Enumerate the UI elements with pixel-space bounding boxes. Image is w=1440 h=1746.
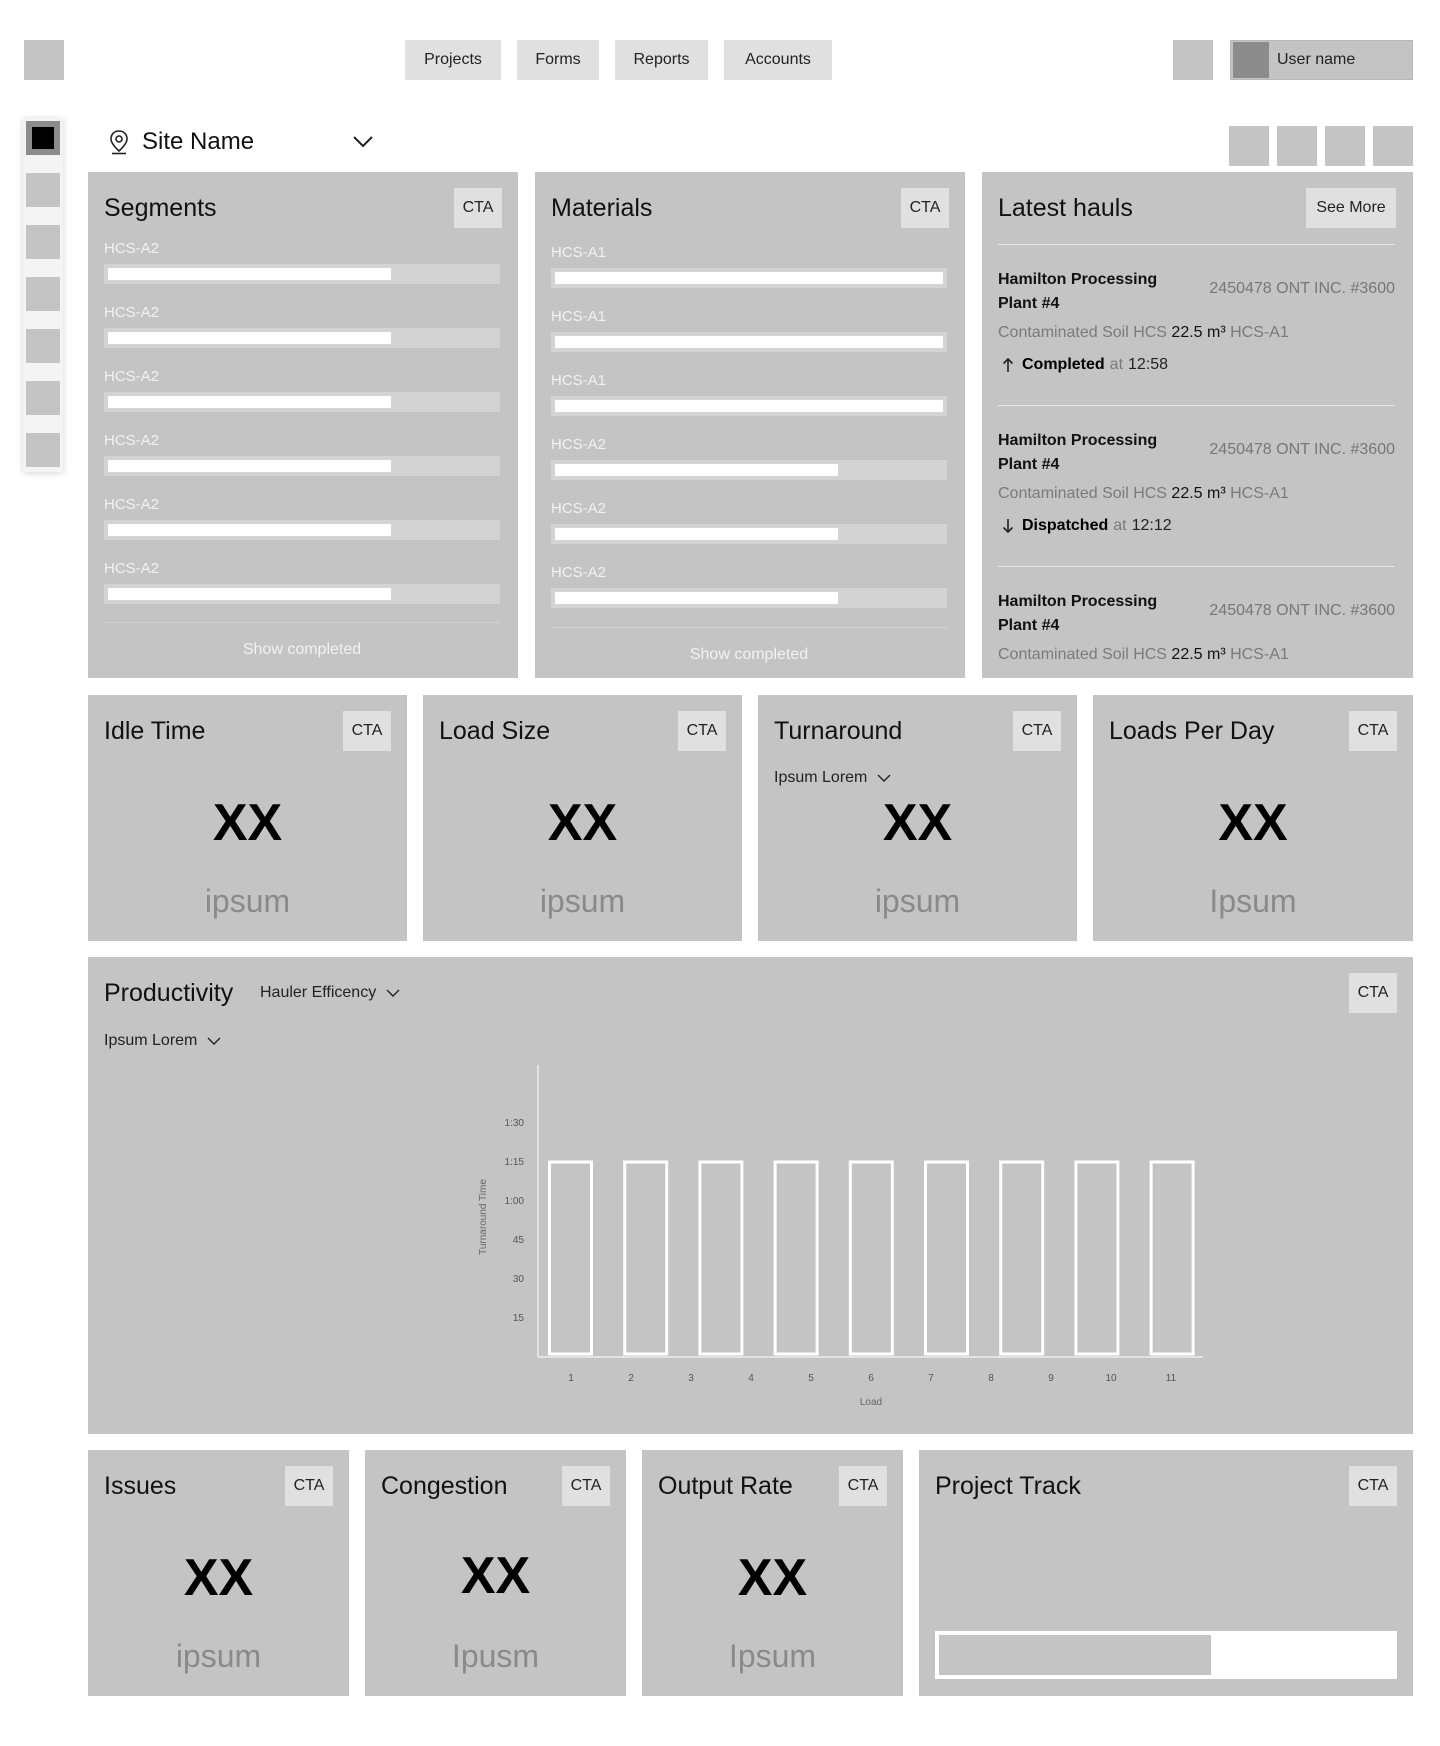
issues-label: ipsum xyxy=(175,1638,262,1674)
nav-forms[interactable]: Forms xyxy=(517,40,599,80)
congestion-cta-button[interactable]: CTA xyxy=(562,1466,610,1506)
loads-per-day-card xyxy=(1093,695,1413,941)
haul-code: HCS-A1 xyxy=(1230,646,1289,663)
toolbar-button-3[interactable] xyxy=(1325,126,1365,166)
x-tick-label: 5 xyxy=(808,1373,814,1384)
haul-volume: 22.5 m³ xyxy=(1171,646,1226,663)
chart-bar xyxy=(926,1162,968,1354)
congestion-label: Ipusm xyxy=(451,1638,540,1674)
haul-volume: 22.5 m³ xyxy=(1171,324,1226,341)
nav-projects[interactable]: Projects xyxy=(405,40,501,80)
haul-detail xyxy=(998,646,1289,664)
issues-value: XX xyxy=(183,1549,254,1607)
productivity-card xyxy=(88,957,1413,1434)
load-size-value: XX xyxy=(547,794,618,852)
x-tick-label: 9 xyxy=(1048,1373,1054,1384)
y-tick-label: 45 xyxy=(512,1235,524,1246)
turnaround-dropdown[interactable] xyxy=(774,769,891,787)
segment-item-label: HCS-A2 xyxy=(104,240,160,257)
output-rate-title: Output Rate xyxy=(658,1472,793,1500)
material-item-label: HCS-A2 xyxy=(551,500,607,517)
site-selector[interactable] xyxy=(108,128,374,156)
x-tick-label: 8 xyxy=(988,1373,994,1384)
haul-status xyxy=(1002,517,1172,535)
chart-bar xyxy=(1001,1162,1043,1354)
material-progress-bar xyxy=(551,460,947,480)
arrow-up-icon xyxy=(1002,357,1014,373)
haul-account: 2450478 ONT INC. #3600 xyxy=(1209,441,1395,458)
material-progress-bar xyxy=(551,588,947,608)
material-progress-fill xyxy=(555,592,838,604)
sidebar-item-7[interactable] xyxy=(26,433,60,467)
loads-per-day-cta-button[interactable]: CTA xyxy=(1349,711,1397,751)
divider xyxy=(998,566,1395,567)
haul-at-label: at xyxy=(1109,356,1124,373)
issues-card xyxy=(88,1450,349,1696)
chart-bar xyxy=(775,1162,817,1354)
idle-time-card xyxy=(88,695,407,941)
haul-status xyxy=(1002,356,1168,374)
output-rate-card xyxy=(642,1450,903,1696)
material-progress-bar xyxy=(551,396,947,416)
haul-plant: Hamilton Processing Plant #4 xyxy=(998,593,1158,634)
y-tick-label: 1:15 xyxy=(504,1157,524,1168)
haul-status-text: Dispatched xyxy=(1022,517,1109,534)
congestion-value: XX xyxy=(460,1547,531,1605)
haul-item[interactable] xyxy=(998,268,1395,378)
chart-bar xyxy=(700,1162,742,1354)
see-more-button[interactable]: See More xyxy=(1306,188,1396,228)
material-progress-fill xyxy=(555,336,943,348)
x-tick-label: 6 xyxy=(868,1373,874,1384)
output-rate-value: XX xyxy=(737,1549,808,1607)
segments-show-completed-link[interactable]: Show completed xyxy=(104,622,500,659)
nav-accounts[interactable]: Accounts xyxy=(724,40,832,80)
material-progress-fill xyxy=(555,400,943,412)
latest-hauls-title: Latest hauls xyxy=(998,194,1133,222)
load-size-cta-button[interactable]: CTA xyxy=(678,711,726,751)
chart-bar xyxy=(1076,1162,1118,1354)
turnaround-label: ipsum xyxy=(874,883,961,919)
segment-progress-fill xyxy=(108,460,391,472)
haul-account: 2450478 ONT INC. #3600 xyxy=(1209,280,1395,297)
chevron-down-icon xyxy=(352,135,374,149)
segment-progress-fill xyxy=(108,396,391,408)
y-tick-label: 15 xyxy=(512,1313,524,1324)
y-tick-label: 30 xyxy=(512,1274,524,1285)
loads-per-day-label: Ipsum xyxy=(1209,883,1297,919)
material-item-label: HCS-A1 xyxy=(551,244,607,261)
haul-time: 12:12 xyxy=(1131,517,1172,534)
turnaround-cta-button[interactable]: CTA xyxy=(1013,711,1061,751)
loads-per-day-title: Loads Per Day xyxy=(1109,717,1275,745)
segment-progress-bar xyxy=(104,392,500,412)
project-track-progress-fill xyxy=(939,1635,1211,1675)
material-item-label: HCS-A1 xyxy=(551,308,607,325)
latest-hauls-card xyxy=(982,172,1413,678)
segment-progress-bar xyxy=(104,456,500,476)
turnaround-card xyxy=(758,695,1077,941)
sidebar-item-3[interactable] xyxy=(26,225,60,259)
x-tick-label: 3 xyxy=(688,1373,694,1384)
segment-item-label: HCS-A2 xyxy=(104,496,160,513)
site-name: Site Name xyxy=(142,128,255,155)
segment-item-label: HCS-A2 xyxy=(104,560,160,577)
segment-progress-fill xyxy=(108,524,391,536)
haul-item[interactable] xyxy=(998,590,1395,678)
haul-plant: Hamilton Processing Plant #4 xyxy=(998,271,1158,312)
y-tick-label: 1:00 xyxy=(504,1196,524,1207)
material-item-label: HCS-A1 xyxy=(551,372,607,389)
toolbar-button-4[interactable] xyxy=(1373,126,1413,166)
toolbar-button-1[interactable] xyxy=(1229,126,1269,166)
segment-item-label: HCS-A2 xyxy=(104,368,160,385)
nav-reports[interactable]: Reports xyxy=(615,40,708,80)
chevron-down-icon xyxy=(386,989,400,998)
haul-account: 2450478 ONT INC. #3600 xyxy=(1209,602,1395,619)
project-track-card xyxy=(919,1450,1413,1696)
material-progress-fill xyxy=(555,272,943,284)
haul-code: HCS-A1 xyxy=(1230,324,1289,341)
congestion-title: Congestion xyxy=(381,1472,508,1500)
load-size-title: Load Size xyxy=(439,717,551,745)
user-name: User name xyxy=(1277,51,1356,68)
divider xyxy=(998,405,1395,406)
segment-progress-bar xyxy=(104,328,500,348)
segment-progress-fill xyxy=(108,268,391,280)
chart-bar xyxy=(1151,1162,1193,1354)
x-tick-label: 4 xyxy=(748,1373,754,1384)
sidebar-item-4[interactable] xyxy=(26,277,60,311)
segment-progress-bar xyxy=(104,584,500,604)
material-progress-bar xyxy=(551,332,947,352)
segment-item-label: HCS-A2 xyxy=(104,432,160,449)
haul-material: Contaminated Soil HCS xyxy=(998,324,1167,341)
metric-dropdown[interactable] xyxy=(260,984,400,1002)
segments-cta-button[interactable]: CTA xyxy=(454,188,502,228)
segment-progress-fill xyxy=(108,588,391,600)
x-tick-label: 1 xyxy=(568,1373,574,1384)
arrow-down-icon xyxy=(1002,518,1014,534)
filter-dropdown[interactable] xyxy=(104,1032,221,1050)
haul-status-text: Completed xyxy=(1022,356,1105,373)
chart-bar xyxy=(850,1162,892,1354)
x-tick-label: 2 xyxy=(628,1373,634,1384)
load-size-card xyxy=(423,695,742,941)
materials-show-completed-link[interactable]: Show completed xyxy=(551,627,947,664)
segments-card xyxy=(88,172,518,678)
y-tick-label: 1:30 xyxy=(504,1118,524,1129)
material-progress-fill xyxy=(555,528,838,540)
turnaround-dropdown-label: Ipsum Lorem xyxy=(774,769,868,786)
material-item-label: HCS-A2 xyxy=(551,564,607,581)
segment-item-label: HCS-A2 xyxy=(104,304,160,321)
haul-at-label: at xyxy=(1113,517,1127,534)
sidebar-item-1[interactable] xyxy=(26,121,60,155)
material-progress-fill xyxy=(555,464,838,476)
project-track-title: Project Track xyxy=(935,1472,1081,1500)
x-tick-label: 10 xyxy=(1105,1373,1117,1384)
idle-time-title: Idle Time xyxy=(104,717,206,745)
sidebar xyxy=(23,118,63,472)
haul-plant: Hamilton Processing Plant #4 xyxy=(998,432,1158,473)
loads-per-day-value: XX xyxy=(1218,794,1288,852)
haul-item[interactable] xyxy=(998,429,1395,539)
x-axis-label: Load xyxy=(859,1397,883,1408)
idle-time-value: XX xyxy=(212,794,283,852)
divider xyxy=(998,244,1395,245)
project-track-progress xyxy=(935,1631,1397,1679)
haul-material: Contaminated Soil HCS xyxy=(998,485,1167,502)
idle-time-label: ipsum xyxy=(204,883,291,919)
chevron-down-icon xyxy=(877,774,891,783)
segment-progress-bar xyxy=(104,264,500,284)
material-item-label: HCS-A2 xyxy=(551,436,607,453)
haul-detail xyxy=(998,324,1289,342)
user-menu-button[interactable] xyxy=(1230,40,1413,80)
sidebar-item-2[interactable] xyxy=(26,173,60,207)
chevron-down-icon xyxy=(207,1037,221,1046)
location-pin-icon xyxy=(108,129,130,155)
output-rate-cta-button[interactable]: CTA xyxy=(839,1466,887,1506)
haul-volume: 22.5 m³ xyxy=(1171,485,1226,502)
materials-cta-button[interactable]: CTA xyxy=(901,188,949,228)
segments-title: Segments xyxy=(104,194,217,222)
productivity-title: Productivity xyxy=(104,979,234,1007)
chart-bar xyxy=(625,1162,667,1354)
project-track-cta-button[interactable]: CTA xyxy=(1349,1466,1397,1506)
sidebar-item-5[interactable] xyxy=(26,329,60,363)
metric-dropdown-label: Hauler Efficency xyxy=(260,984,377,1001)
material-progress-bar xyxy=(551,524,947,544)
issues-cta-button[interactable]: CTA xyxy=(285,1466,333,1506)
idle-time-cta-button[interactable]: CTA xyxy=(343,711,391,751)
turnaround-value: XX xyxy=(882,794,953,852)
haul-material: Contaminated Soil HCS xyxy=(998,646,1167,663)
notifications-button[interactable] xyxy=(1173,40,1213,80)
avatar xyxy=(1233,42,1269,78)
materials-title: Materials xyxy=(551,194,653,222)
segment-progress-bar xyxy=(104,520,500,540)
chart-bar xyxy=(550,1162,592,1354)
material-progress-bar xyxy=(551,268,947,288)
sidebar-item-6[interactable] xyxy=(26,381,60,415)
haul-code: HCS-A1 xyxy=(1230,485,1289,502)
issues-title: Issues xyxy=(104,1472,177,1500)
filter-dropdown-label: Ipsum Lorem xyxy=(104,1032,198,1049)
productivity-cta-button[interactable]: CTA xyxy=(1349,973,1397,1013)
y-axis-label: Turnaround Time xyxy=(478,1179,489,1255)
output-rate-label: Ipsum xyxy=(728,1638,817,1674)
load-size-label: ipsum xyxy=(539,883,626,919)
haul-time: 12:58 xyxy=(1128,356,1169,373)
x-tick-label: 11 xyxy=(1165,1373,1177,1384)
x-tick-label: 7 xyxy=(928,1373,934,1384)
materials-card xyxy=(535,172,965,678)
haul-detail xyxy=(998,485,1289,503)
turnaround-title: Turnaround xyxy=(774,717,903,745)
segment-progress-fill xyxy=(108,332,391,344)
app-logo[interactable] xyxy=(24,40,64,80)
toolbar-button-2[interactable] xyxy=(1277,126,1317,166)
congestion-card xyxy=(365,1450,626,1696)
productivity-chart xyxy=(468,1057,1228,1427)
